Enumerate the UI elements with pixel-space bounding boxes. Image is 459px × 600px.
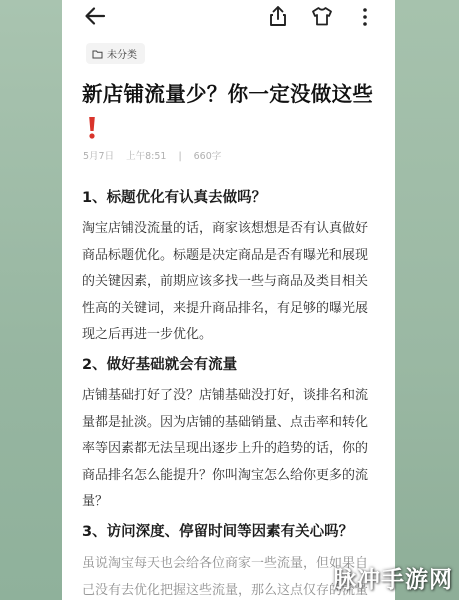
top-toolbar — [62, 0, 395, 34]
section-heading: 1、标题优化有认真去做吗？ — [82, 190, 267, 206]
body-line: 的关键因素，前期应该多找一些与商品及类目相关 — [82, 274, 369, 289]
note-date: 5月7日 — [83, 151, 115, 162]
meta-separator: | — [178, 151, 182, 162]
body-line: 淘宝店铺没流量的话，商家该想想是否有认真做好 — [82, 221, 369, 236]
category-label: 未分类 — [107, 50, 137, 61]
body-line: 虽说淘宝每天也会给各位商家一些流量，但如果自 — [82, 556, 369, 571]
background-right — [395, 0, 459, 600]
body-line: 现之后再进一步优化。 — [82, 327, 213, 342]
share-icon[interactable] — [268, 5, 288, 27]
word-count: 660字 — [193, 151, 222, 162]
section-body — [82, 216, 380, 349]
body-line: 商品排名怎么能提升？你叫淘宝怎么给你更多的流 — [82, 467, 369, 483]
section-body — [82, 383, 380, 516]
body-line: 己没有去优化把握这些流量，那么这点仅存的流量 — [82, 582, 369, 598]
watermark: 脉冲手游网 — [333, 567, 453, 593]
body-line: 性高的关键词，来提升商品排名，有足够的曝光展 — [82, 300, 369, 316]
category-tag[interactable] — [86, 43, 145, 64]
tshirt-icon[interactable] — [311, 6, 333, 26]
folder-icon — [92, 49, 103, 59]
arrow-left-icon[interactable] — [84, 6, 106, 26]
note-meta — [83, 148, 233, 162]
body-line: 率等因素都无法呈现出逐步上升的趋势的话，你的 — [82, 441, 369, 456]
note-title: 新店铺流量少？你一定没做这些 — [82, 82, 374, 106]
body-line: 量？ — [82, 494, 109, 509]
body-line: 商品标题优化。标题是决定商品是否有曝光和展现 — [82, 247, 369, 263]
body-line: 量都是扯淡。因为店铺的基础销量、点击率和转化 — [82, 414, 369, 430]
body-line: 店铺基础打好了没？店铺基础没打好，谈排名和流 — [82, 388, 369, 403]
note-time: 上午8:51 — [126, 151, 167, 162]
more-vertical-icon[interactable] — [358, 6, 372, 28]
note-screen — [62, 0, 395, 600]
section-heading: 2、做好基础就会有流量 — [82, 357, 238, 373]
background-left — [0, 0, 62, 600]
section-heading: 3、访问深度、停留时间等因素有关心吗？ — [82, 524, 354, 540]
red-exclamation-icon — [86, 116, 98, 140]
